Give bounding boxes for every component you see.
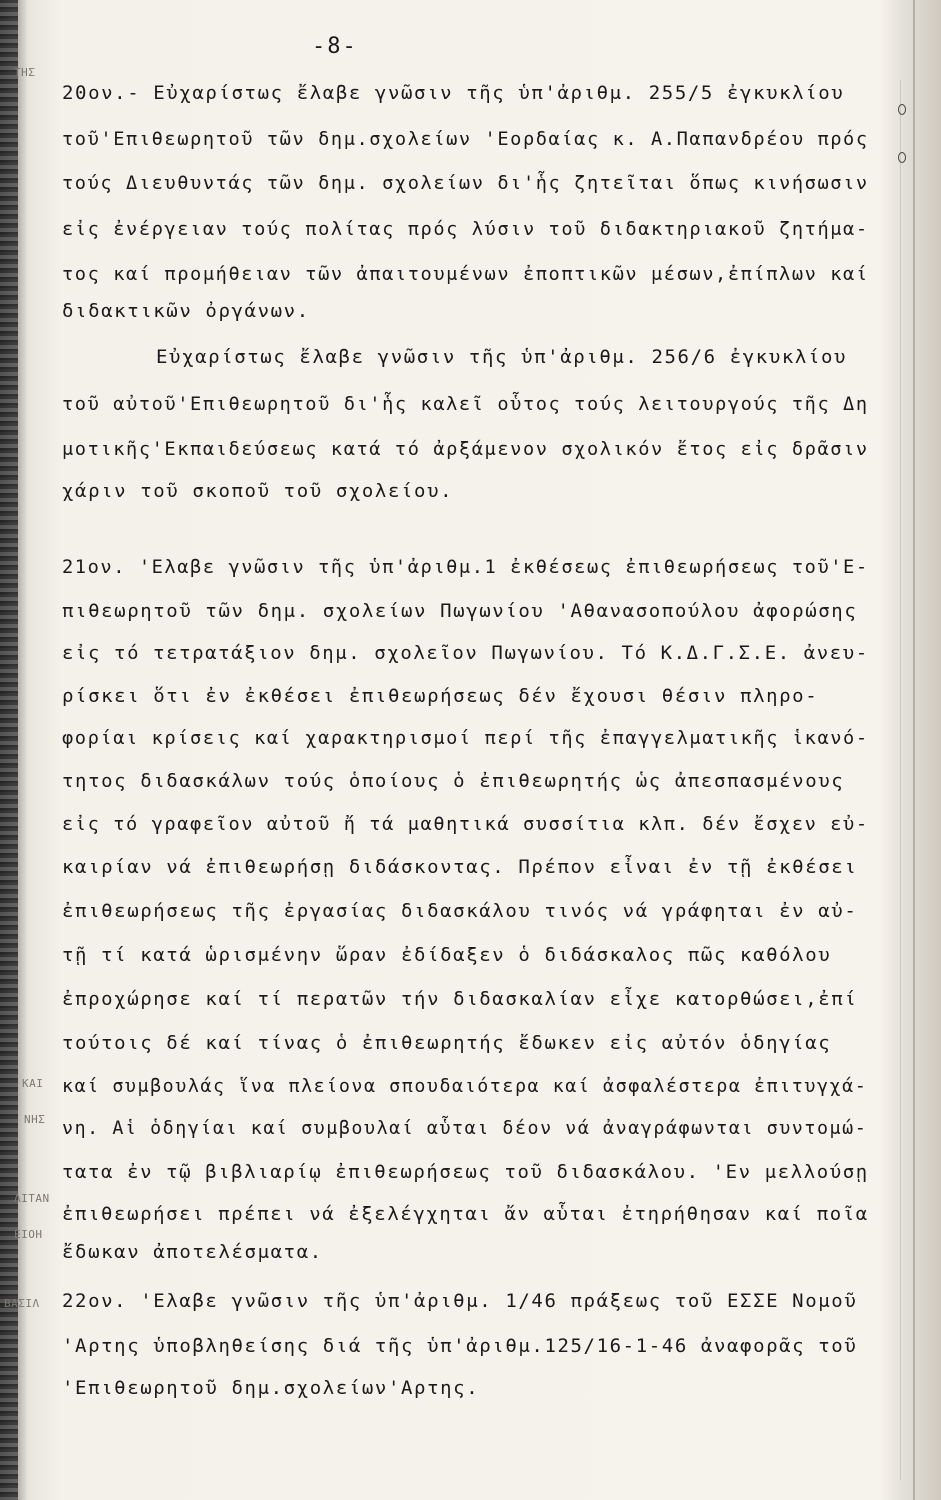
text-line: εἰς τό τετρατάξιον δημ. σχολεῖον Πωγωνίου. Τό Κ.Δ.Γ.Σ.Ε. ἀνευ-: [62, 642, 869, 664]
text-line: 22ον. 'Ελαβε γνῶσιν τῆς ὑπ'ἀριθμ. 1/46 πράξεως τοῦ ΕΣΣΕ Νομοῦ: [62, 1290, 858, 1312]
text-line: τούς Διευθυντάς τῶν δημ. σχολείων δι'ἧς ζητεῖται ὅπως κινήσωσιν: [62, 172, 869, 194]
text-line: τῇ τί κατά ὡρισμένην ὥραν ἐδίδαξεν ὁ διδάσκαλος πῶς καθόλου: [62, 944, 832, 966]
punch-hole-icon: [898, 104, 906, 115]
punch-hole-icon: [898, 152, 906, 163]
text-line: 'Αρτης ὑποβληθείσης διά τῆς ὑπ'ἀριθμ.125/16-1-46 ἀναφορᾶς τοῦ: [62, 1335, 858, 1357]
text-line: καιρίαν νά ἐπιθεωρήσῃ διδάσκοντας. Πρέπον εἶναι ἐν τῇ ἐκθέσει: [62, 856, 858, 878]
text-line: εἰς τό γραφεῖον αὐτοῦ ἤ τά μαθητικά συσσίτια κλπ. δέν ἔσχεν εὐ-: [62, 813, 869, 835]
text-line: τητος διδασκάλων τούς ὁποίους ὁ ἐπιθεωρητής ὡς ἀπεσπασμένους: [62, 770, 845, 792]
text-line: τατα ἐν τῷ βιβλιαρίῳ ἐπιθεωρήσεως τοῦ διδασκάλου. 'Εν μελλούσῃ: [62, 1161, 869, 1183]
page-edge-inner: [900, 80, 901, 1480]
margin-mark: ΝΗΣ: [24, 1113, 46, 1126]
text-line: τούτοις δέ καί τίνας ὁ ἐπιθεωρητής ἔδωκεν εἰς αὐτόν ὁδηγίας: [62, 1032, 832, 1054]
text-line: ἐπιθεωρήσεως τῆς ἐργασίας διδασκάλου τινός νά γράφηται ἐν αὐ-: [62, 900, 858, 922]
text-line: χάριν τοῦ σκοποῦ τοῦ σχολείου.: [62, 480, 454, 502]
text-line: τοῦ αὐτοῦ'Επιθεωρητοῦ δι'ἧς καλεῖ οὗτος τούς λειτουργούς τῆς Δη: [62, 393, 869, 415]
text-line: τος καί προμήθειαν τῶν ἀπαιτουμένων ἐποπτικῶν μέσων,ἐπίπλων καί: [62, 263, 869, 285]
text-line: 20ον.- Εὐχαρίστως ἔλαβε γνῶσιν τῆς ὑπ'ἀριθμ. 255/5 ἐγκυκλίου: [62, 82, 845, 104]
text-line: Εὐχαρίστως ἔλαβε γνῶσιν τῆς ὑπ'ἀριθμ. 256/6 ἐγκυκλίου: [156, 346, 848, 368]
margin-mark: ΒΑΣΙΛ: [4, 1297, 40, 1310]
text-line: ρίσκει ὅτι ἐν ἐκθέσει ἐπιθεωρήσεως δέν ἔχουσι θέσιν πληρο-: [62, 685, 819, 707]
text-line: φορίαι κρίσεις καί χαρακτηρισμοί περί τῆς ἐπαγγελματικῆς ἱκανό-: [62, 727, 869, 749]
page-edge: [913, 0, 915, 1500]
text-line: ἔδωκαν ἀποτελέσματα.: [62, 1241, 323, 1263]
text-line: ἐπροχώρησε καί τί περατῶν τήν διδασκαλίαν εἶχε κατορθώσει,ἐπί: [62, 988, 858, 1010]
text-line: τοῦ'Επιθεωρητοῦ τῶν δημ.σχολείων 'Εορδαίας κ. Α.Παπανδρέου πρός: [62, 128, 869, 150]
margin-mark: ΚΑΙ: [22, 1077, 44, 1090]
binding-shadow: [0, 0, 18, 1500]
text-line: πιθεωρητοῦ τῶν δημ. σχολείων Πωγωνίου 'Αθανασοπούλου ἀφορώσης: [62, 600, 858, 622]
page-number: -8-: [312, 34, 358, 59]
text-line: καί συμβουλάς ἵνα πλείονα σπουδαιότερα καί ἀσφαλέστερα ἐπιτυγχά-: [62, 1075, 868, 1097]
margin-mark: ΛΙΤΑΝ: [14, 1192, 50, 1205]
margin-mark: ΤΗΣ: [14, 66, 36, 79]
text-line: εἰς ἐνέργειαν τούς πολίτας πρός λύσιν τοῦ διδακτηριακοῦ ζητήμα-: [62, 218, 869, 240]
margin-mark: ΕΙΟΗ: [14, 1228, 43, 1241]
text-line: νη. Αἱ ὁδηγίαι καί συμβουλαί αὗται δέον νά ἀναγράφωνται συντομώ-: [62, 1117, 868, 1139]
text-line: διδακτικῶν ὀργάνων.: [62, 300, 310, 322]
text-line: 21ον. 'Ελαβε γνῶσιν τῆς ὑπ'ἀριθμ.1 ἐκθέσεως ἐπιθεωρήσεως τοῦ'Ε-: [62, 556, 869, 578]
text-line: ἐπιθεωρήσει πρέπει νά ἐξελέγχηται ἄν αὗται ἐτηρήθησαν καί ποῖα: [62, 1203, 869, 1225]
text-line: 'Επιθεωρητοῦ δημ.σχολείων'Αρτης.: [62, 1377, 480, 1399]
text-line: μοτικῆς'Εκπαιδεύσεως κατά τό ἀρξάμενον σχολικόν ἔτος εἰς δρᾶσιν: [62, 438, 869, 460]
